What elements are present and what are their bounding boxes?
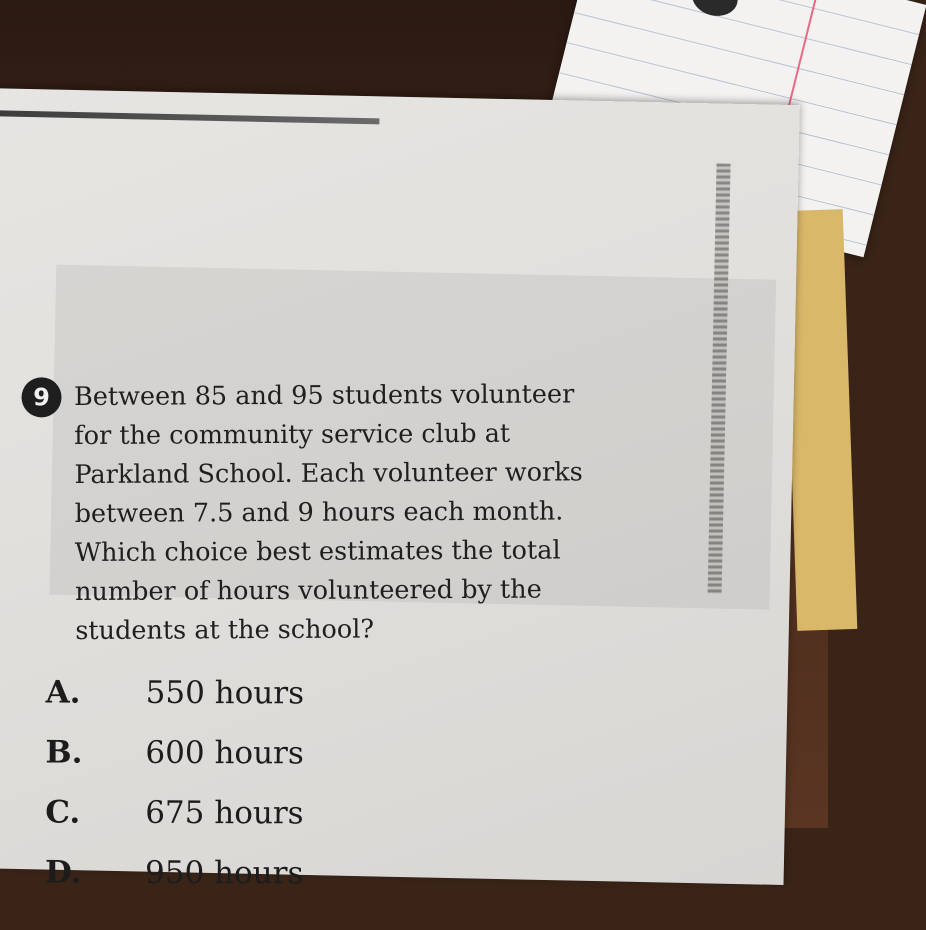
question-line: Parkland School. Each volunteer works: [74, 457, 583, 491]
question-line: between 7.5 and 9 hours each month.: [74, 496, 564, 530]
paper-edge-shadow: [0, 110, 379, 124]
worksheet-paper: [0, 88, 800, 892]
choice-d: [45, 855, 445, 916]
choice-a: [46, 675, 446, 736]
choice-letter: B.: [45, 734, 83, 771]
notebook-punch-hole: [688, 0, 741, 21]
choice-c: [45, 795, 445, 856]
question-line: Between 85 and 95 students volunteer: [73, 379, 575, 413]
answer-choices: [45, 675, 446, 916]
question-number-badge: 9: [21, 377, 62, 418]
question-line: number of hours volunteered by the: [74, 574, 542, 608]
question-line: Which choice best estimates the total: [74, 535, 561, 569]
choice-text: 675 hours: [145, 794, 304, 832]
choice-letter: A.: [45, 674, 81, 711]
choice-text: 950 hours: [144, 854, 304, 892]
choice-letter: C.: [45, 794, 81, 831]
question-line: students at the school?: [75, 614, 375, 647]
choice-text: 600 hours: [145, 734, 304, 772]
choice-text: 550 hours: [145, 674, 305, 712]
choice-b: [45, 735, 445, 796]
choice-letter: D.: [44, 854, 82, 891]
question-line: for the community service club at: [74, 418, 511, 452]
question-text: [74, 375, 655, 651]
